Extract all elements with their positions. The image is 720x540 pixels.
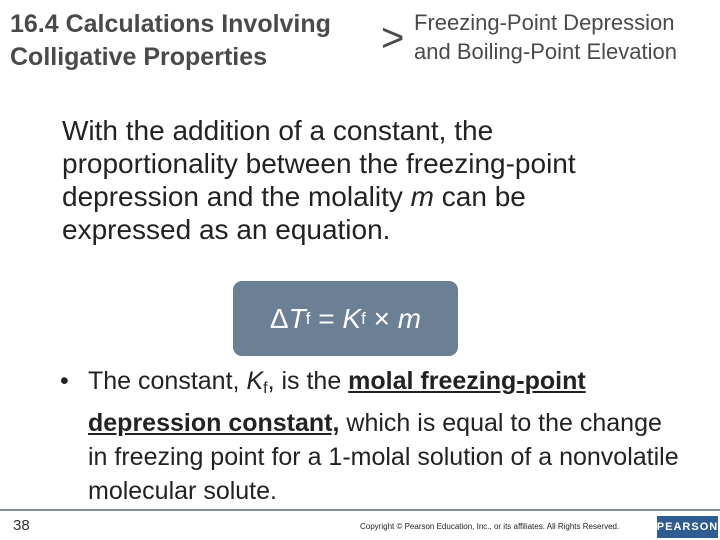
equation-equals: = bbox=[310, 302, 343, 334]
pearson-logo: PEARSON bbox=[657, 516, 718, 538]
section-title-line1: 16.4 Calculations Involving bbox=[10, 10, 331, 38]
equation-K-subscript: f bbox=[361, 308, 366, 328]
bullet-text-part3: which is equal to the change in freezing point for a 1-molal solution of a nonvolatile molecular solute. bbox=[88, 409, 679, 505]
bullet-text bbox=[88, 364, 680, 508]
bullet-key-term: molal freezing-point depression constant, bbox=[88, 367, 586, 437]
equation-T: T bbox=[288, 302, 306, 334]
equation-delta: Δ bbox=[269, 302, 289, 334]
equation-times: × bbox=[365, 302, 398, 334]
lead-variable-m: m bbox=[410, 181, 434, 212]
equation-T-subscript: f bbox=[305, 308, 311, 328]
page-number: 38 bbox=[13, 517, 30, 534]
equation-m: m bbox=[397, 302, 422, 334]
lead-paragraph bbox=[62, 114, 662, 246]
breadcrumb-arrow-icon: > bbox=[381, 16, 405, 60]
bullet-K-subscript: f bbox=[263, 380, 268, 397]
equation-box bbox=[233, 281, 458, 356]
copyright-notice: Copyright © Pearson Education, Inc., or its affiliates. All Rights Reserved. bbox=[360, 522, 620, 531]
section-title-line2: Colligative Properties bbox=[10, 43, 268, 71]
topic-title-line1: Freezing-Point Depression bbox=[414, 10, 675, 35]
bullet-text-part1: The constant, bbox=[88, 367, 247, 395]
bullet-K: K bbox=[246, 367, 264, 395]
bullet-dot-icon: • bbox=[60, 367, 69, 395]
section-title bbox=[10, 8, 380, 74]
topic-title-line2: and Boiling-Point Elevation bbox=[414, 39, 677, 64]
bullet-text-part2: , is the bbox=[267, 367, 349, 395]
topic-title bbox=[414, 8, 714, 66]
bullet-point bbox=[60, 364, 680, 508]
footer-divider bbox=[0, 509, 720, 511]
lead-text-part2: can be expressed as an equation. bbox=[62, 181, 526, 245]
equation-K: K bbox=[342, 302, 362, 334]
lead-text-part1: With the addition of a constant, the proportionality between the freezing-point depression and the molality bbox=[62, 115, 576, 212]
